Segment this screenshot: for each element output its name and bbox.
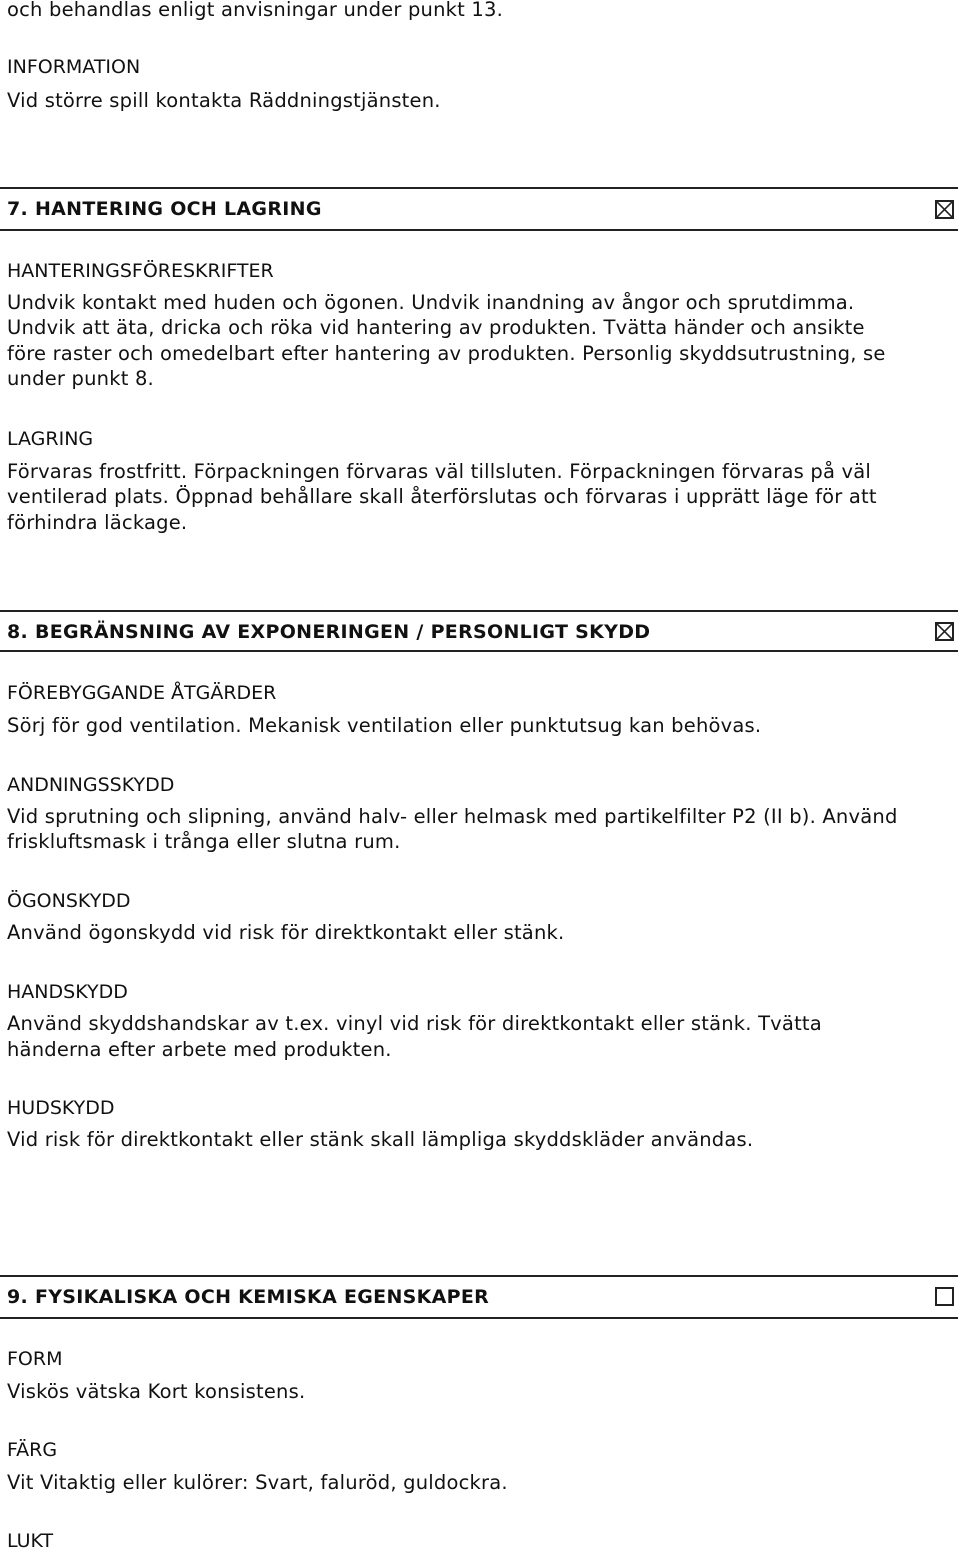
storage-line: förhindra läckage. <box>7 511 188 534</box>
continued-text: och behandlas enligt anvisningar under punkt 13. <box>7 0 504 21</box>
section-8-title: 8. BEGRÄNSNING AV EXPONERINGEN / PERSONLIGT SKYDD <box>7 621 651 643</box>
section-9-empty-box-icon <box>935 1287 954 1306</box>
section-7-top-rule <box>0 187 958 189</box>
section-7-checked-box-icon <box>935 200 954 219</box>
hand-protection-label: HANDSKYDD <box>7 981 128 1003</box>
respiratory-line: Vid sprutning och slipning, använd halv- eller helmask med partikelfilter P2 (II b). Använd <box>7 805 898 828</box>
section-9-top-rule <box>0 1275 958 1277</box>
prevent-label: FÖREBYGGANDE ÅTGÄRDER <box>7 682 277 704</box>
handling-line: under punkt 8. <box>7 367 154 390</box>
section-8-checked-box-icon <box>935 622 954 641</box>
storage-line: ventilerad plats. Öppnad behållare skall återförslutas och förvaras i upprätt läge för att <box>7 485 877 508</box>
section-7-bottom-rule <box>0 229 958 231</box>
hand-protection-line: händerna efter arbete med produkten. <box>7 1038 392 1061</box>
handling-line: före raster och omedelbart efter hantering av produkten. Personlig skyddsutrustning, se <box>7 342 886 365</box>
form-text: Viskös vätska Kort konsistens. <box>7 1380 306 1403</box>
eye-protection-label: ÖGONSKYDD <box>7 890 131 912</box>
storage-label: LAGRING <box>7 428 94 450</box>
color-text: Vit Vitaktig eller kulörer: Svart, faluröd, guldockra. <box>7 1471 508 1494</box>
handling-line: Undvik att äta, dricka och röka vid hantering av produkten. Tvätta händer och ansikte <box>7 316 865 339</box>
handling-line: Undvik kontakt med huden och ögonen. Undvik inandning av ångor och sprutdimma. <box>7 291 855 314</box>
eye-protection-text: Använd ögonskydd vid risk för direktkontakt eller stänk. <box>7 921 565 944</box>
respiratory-label: ANDNINGSSKYDD <box>7 774 175 796</box>
respiratory-line: friskluftsmask i trånga eller slutna rum. <box>7 830 401 853</box>
section-9-bottom-rule <box>0 1317 958 1319</box>
hand-protection-line: Använd skyddshandskar av t.ex. vinyl vid risk för direktkontakt eller stänk. Tvätta <box>7 1012 822 1035</box>
form-label: FORM <box>7 1348 63 1370</box>
prevent-text: Sörj för god ventilation. Mekanisk ventilation eller punktutsug kan behövas. <box>7 714 762 737</box>
section-7-title: 7. HANTERING OCH LAGRING <box>7 198 322 220</box>
color-label: FÄRG <box>7 1439 58 1461</box>
section-8-top-rule <box>0 610 958 612</box>
information-text: Vid större spill kontakta Räddningstjänsten. <box>7 89 441 112</box>
storage-line: Förvaras frostfritt. Förpackningen förvaras väl tillsluten. Förpackningen förvaras på väl <box>7 460 872 483</box>
section-8-bottom-rule <box>0 650 958 652</box>
odor-label: LUKT <box>7 1530 54 1552</box>
section-9-title: 9. FYSIKALISKA OCH KEMISKA EGENSKAPER <box>7 1286 490 1308</box>
handling-label: HANTERINGSFÖRESKRIFTER <box>7 260 274 282</box>
information-label: INFORMATION <box>7 56 141 78</box>
skin-protection-text: Vid risk för direktkontakt eller stänk skall lämpliga skyddskläder användas. <box>7 1128 754 1151</box>
skin-protection-label: HUDSKYDD <box>7 1097 115 1119</box>
